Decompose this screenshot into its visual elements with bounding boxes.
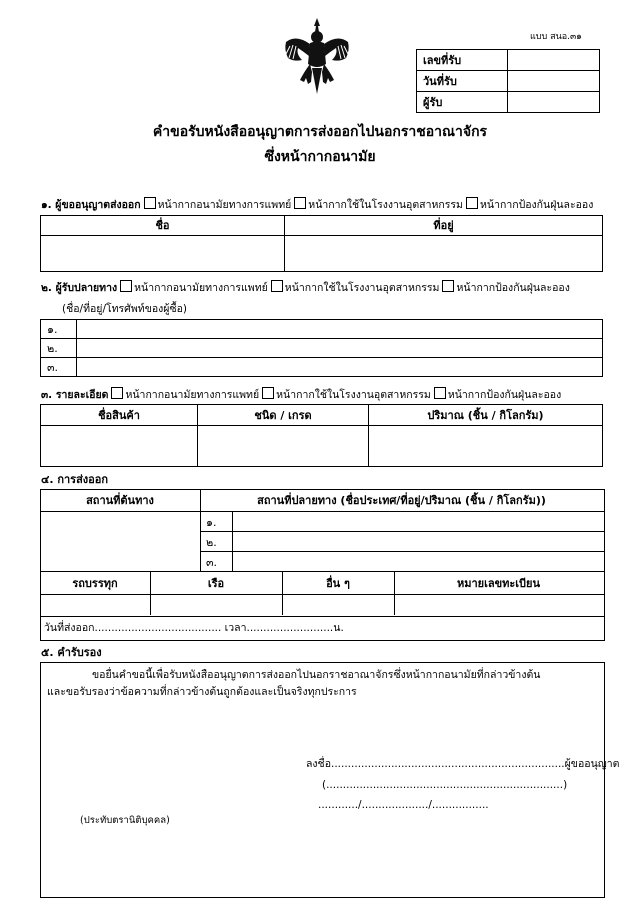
section2-option1-label: หน้ากากอนามัยทางการแพทย์ — [134, 282, 268, 294]
product-qty-field[interactable] — [369, 426, 603, 467]
section2-table — [40, 319, 603, 377]
section2-row1-number: ๑. — [41, 320, 77, 339]
section1-name-header: ชื่อ — [41, 216, 285, 236]
section2-row2-number: ๒. — [41, 339, 77, 358]
section1-label: ๑. ผู้ขออนุญาตส่งออก — [41, 199, 141, 211]
product-name-field[interactable] — [41, 426, 198, 467]
product-qty-header: ปริมาณ (ชิ้น / กิโลกรัม) — [369, 405, 603, 426]
section1-table — [40, 215, 603, 272]
section3-header — [41, 386, 561, 403]
receipt-date-label: วันที่รับ — [417, 71, 508, 92]
origin-field[interactable] — [41, 512, 199, 570]
registration-header: หมายเลขทะเบียน — [456, 577, 540, 590]
section3-option2-label: หน้ากากใช้ในโรงงานอุตสาหกรรม — [276, 389, 431, 401]
section3-option1-label: หน้ากากอนามัยทางการแพทย์ — [125, 389, 260, 401]
destination-row1-field[interactable] — [233, 512, 603, 531]
form-title-line1: คำขอรับหนังสืออนุญาตการส่งออกไปนอกราชอาณาจักร — [152, 124, 488, 140]
receiver-field[interactable] — [508, 92, 600, 113]
receipt-box — [416, 49, 600, 113]
truck-header: รถบรรทุก — [72, 577, 118, 590]
company-stamp-note: (ประทับตรานิติบุคคล) — [80, 815, 170, 826]
exporter-name-field[interactable] — [41, 236, 285, 272]
section5-label: ๕. คำรับรอง — [41, 646, 102, 659]
section2-option3-checkbox[interactable] — [442, 280, 454, 292]
receipt-number-label: เลขที่รับ — [417, 50, 508, 71]
section1-header — [41, 196, 593, 213]
destination-row3-field[interactable] — [233, 552, 603, 571]
section1-option2-checkbox[interactable] — [294, 197, 306, 209]
exporter-address-field[interactable] — [285, 236, 603, 272]
section1-address-header: ที่อยู่ — [285, 216, 603, 236]
truck-field[interactable] — [41, 595, 149, 614]
destination-row2-number: ๒. — [206, 536, 217, 549]
ship-field[interactable] — [151, 595, 281, 614]
section3-option2-checkbox[interactable] — [262, 387, 274, 399]
recipient-row1-field[interactable] — [77, 320, 603, 339]
section4-label: ๔. การส่งออก — [41, 473, 109, 486]
signature-line[interactable]: ลงชื่อ......................................................................ผู้ขออนุญาต — [306, 758, 620, 770]
certification-text-line2: และขอรับรองว่าข้อความที่กล่าวข้างต้นถูกต้องและเป็นจริงทุกประการ — [47, 686, 357, 698]
section2-option2-label: หน้ากากใช้ในโรงงานอุตสาหกรรม — [284, 282, 440, 294]
receipt-date-field[interactable] — [508, 71, 600, 92]
receipt-number-field[interactable] — [508, 50, 600, 71]
product-name-header: ชื่อสินค้า — [41, 405, 198, 426]
section2-option3-label: หน้ากากป้องกันฝุ่นละออง — [456, 282, 570, 294]
form-code: แบบ สนอ.๓๑ — [530, 32, 582, 42]
section1-option3-checkbox[interactable] — [466, 197, 478, 209]
section3-label: ๓. รายละเอียด — [41, 389, 109, 401]
section3-option3-label: หน้ากากป้องกันฝุ่นละออง — [447, 389, 562, 401]
product-type-field[interactable] — [198, 426, 369, 467]
section2-row3-number: ๓. — [41, 358, 77, 377]
export-date-line[interactable]: วันที่ส่งออก...................................... เวลา..........................น. — [44, 622, 344, 634]
section2-option1-checkbox[interactable] — [120, 280, 132, 292]
product-type-header: ชนิด / เกรด — [198, 405, 369, 426]
certification-text-line1: ขอยื่นคำขอนี้เพื่อรับหนังสืออนุญาตการส่งออกไปนอกราชอาณาจักรซึ่งหน้ากากอนามัยที่กล่าวข้างต้น — [92, 669, 541, 681]
ship-header: เรือ — [207, 577, 225, 590]
section2-note: (ชื่อ/ที่อยู่/โทรศัพท์ของผู้ซื้อ) — [62, 303, 187, 315]
recipient-row2-field[interactable] — [77, 339, 603, 358]
signature-date-line[interactable]: ............/..................../................. — [318, 799, 489, 811]
section2-label: ๒. ผู้รับปลายทาง — [41, 282, 118, 294]
destination-row1-number: ๑. — [206, 516, 217, 529]
section3-table — [40, 404, 603, 467]
destination-row3-number: ๓. — [206, 556, 218, 569]
destination-header: สถานที่ปลายทาง (ชื่อประเทศ/ที่อยู่/ปริมาณ (ชิ้น / กิโลกรัม)) — [257, 494, 546, 507]
garuda-emblem-icon — [282, 16, 352, 96]
form-title-line2: ซึ่งหน้ากากอนามัย — [264, 149, 376, 165]
receiver-label: ผู้รับ — [417, 92, 508, 113]
other-header: อื่น ๆ — [326, 577, 350, 590]
registration-field[interactable] — [395, 595, 603, 614]
other-field[interactable] — [283, 595, 393, 614]
section3-option3-checkbox[interactable] — [434, 387, 446, 399]
section1-option3-label: หน้ากากป้องกันฝุ่นละออง — [479, 199, 594, 211]
signer-name-line[interactable]: (.......................................................................) — [322, 779, 568, 791]
origin-header: สถานที่ต้นทาง — [86, 494, 154, 507]
section2-header — [41, 279, 570, 296]
section1-option2-label: หน้ากากใช้ในโรงงานอุตสาหกรรม — [308, 199, 463, 211]
destination-row2-field[interactable] — [233, 532, 603, 551]
section1-option1-label: หน้ากากอนามัยทางการแพทย์ — [157, 199, 292, 211]
section2-option2-checkbox[interactable] — [271, 280, 283, 292]
section3-option1-checkbox[interactable] — [111, 387, 123, 399]
section1-option1-checkbox[interactable] — [144, 197, 156, 209]
recipient-row3-field[interactable] — [77, 358, 603, 377]
